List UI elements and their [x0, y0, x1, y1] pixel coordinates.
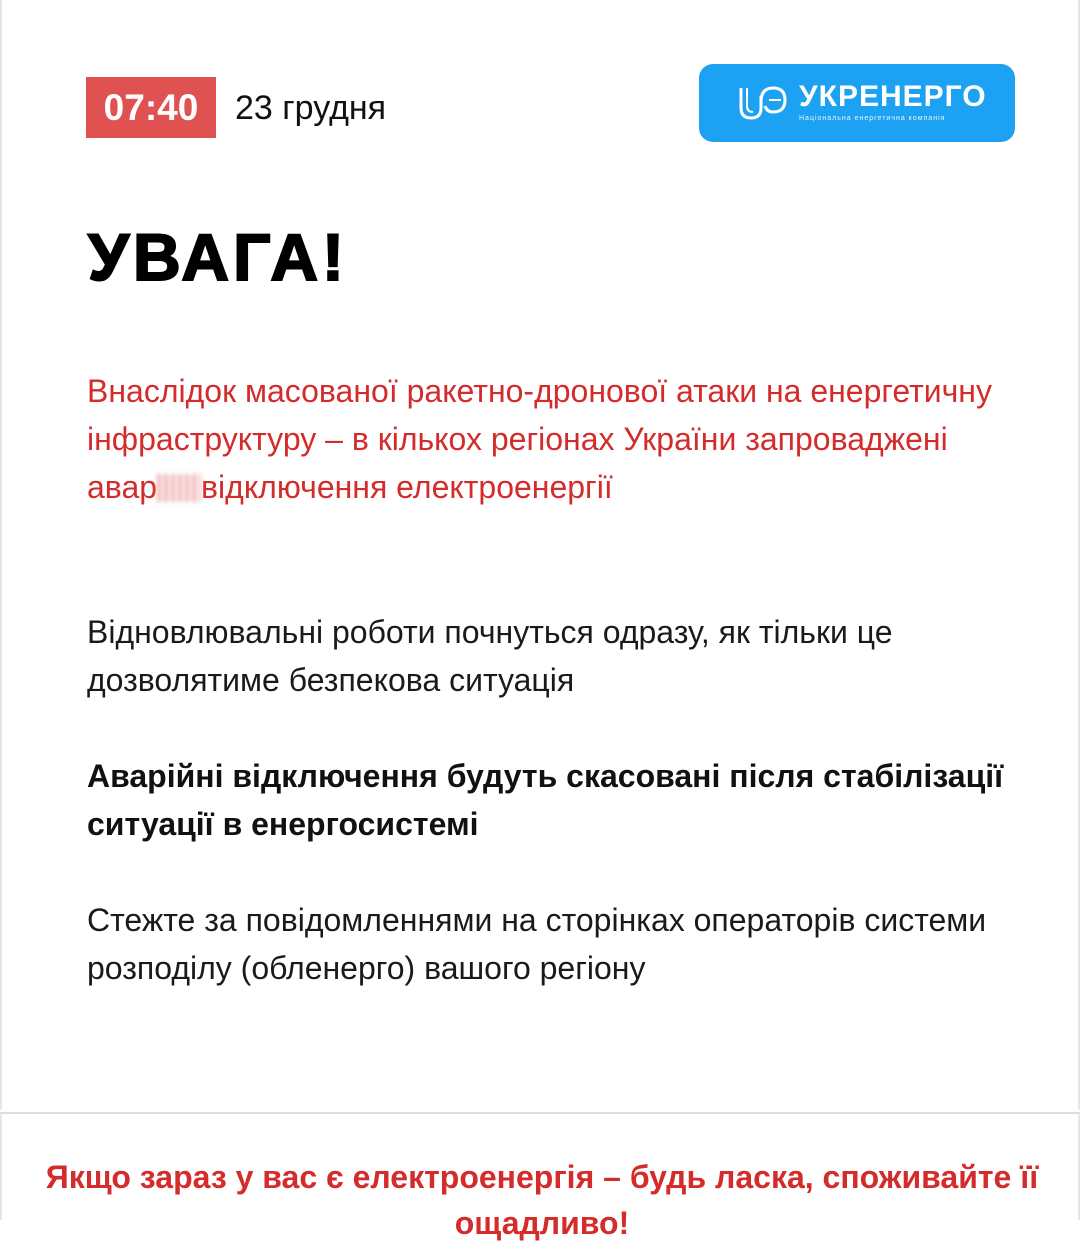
time-badge: 07:40 [86, 77, 216, 138]
logo-name: УКРЕНЕРГО [799, 80, 987, 113]
date-label: 23 грудня [235, 89, 387, 127]
alert-paragraph [87, 367, 1007, 511]
alert-text-after: відключення електроенергії [201, 469, 613, 505]
logo-tagline: Національна енергетична компанія [799, 115, 946, 122]
alert-text-before: Внаслідок масованої ракетно-дронової атаки на енергетичну інфраструктуру – в кількох регіонах України запроваджені авар [87, 373, 992, 505]
footer-text: Якщо зараз у вас є електроенергія – будь ласка, споживайте її ощадливо! [45, 1159, 1039, 1241]
blurred-text [157, 474, 201, 502]
cancellation-paragraph: Аварійні відключення будуть скасовані після стабілізації ситуації в енергосистемі [87, 758, 1004, 842]
ukrenergo-logo-icon [737, 82, 789, 129]
ukrenergo-logo [699, 64, 1015, 142]
footer-banner [0, 1112, 1080, 1241]
follow-paragraph: Стежте за повідомленнями на сторінках операторів системи розподілу (обленерго) вашого регіону [87, 902, 987, 986]
headline: УВАГА! [88, 220, 348, 294]
restoration-paragraph: Відновлювальні роботи почнуться одразу, як тільки це дозволятиме безпекова ситуація [87, 614, 893, 698]
